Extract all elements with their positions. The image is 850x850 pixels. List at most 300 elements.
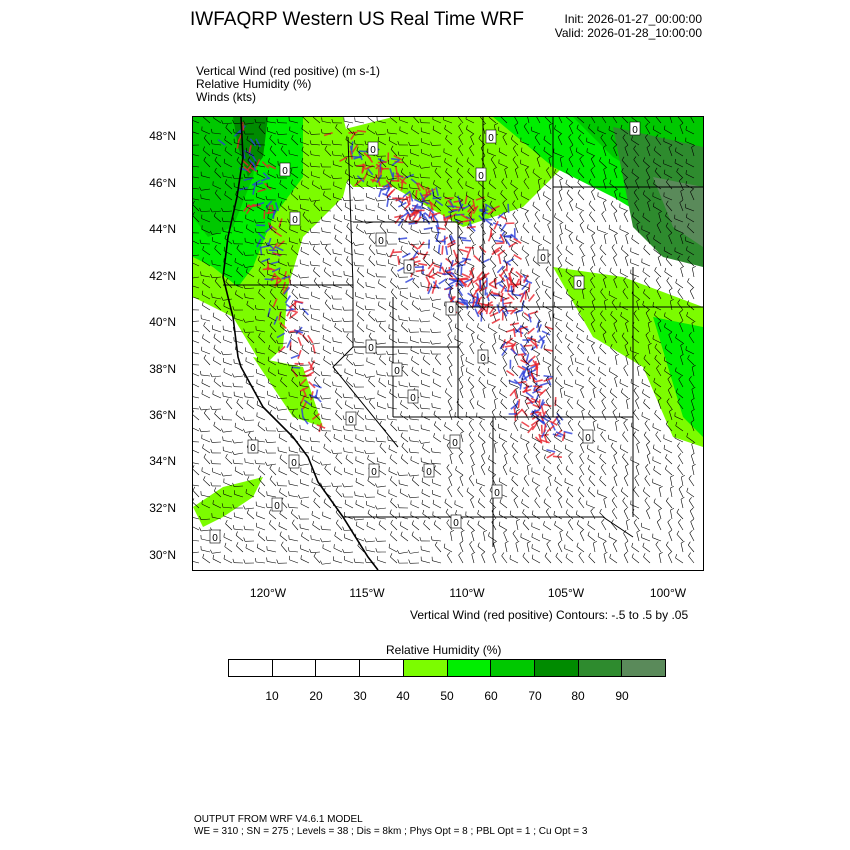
wind-barb bbox=[466, 512, 474, 519]
vertical-wind-mark bbox=[541, 405, 543, 414]
wind-barb bbox=[433, 379, 441, 387]
wind-barb bbox=[620, 225, 628, 233]
wind-barb bbox=[401, 322, 408, 332]
wind-barb bbox=[322, 403, 331, 409]
wind-barb bbox=[432, 403, 441, 409]
wind-barb bbox=[355, 491, 364, 497]
wind-barb bbox=[513, 453, 518, 464]
wind-barb bbox=[504, 530, 507, 541]
wind-barb bbox=[202, 334, 210, 343]
colorbar-cell bbox=[491, 660, 535, 676]
wind-barb bbox=[624, 552, 628, 563]
wind-barb bbox=[321, 217, 331, 222]
wind-barb bbox=[367, 193, 375, 200]
wind-barb bbox=[367, 357, 375, 365]
wind-barb bbox=[546, 398, 551, 409]
wind-barb bbox=[567, 399, 573, 409]
wind-barb bbox=[213, 313, 221, 321]
wind-barb bbox=[310, 437, 320, 442]
wind-barb bbox=[258, 422, 265, 431]
wind-barb bbox=[461, 530, 464, 541]
contour-label bbox=[486, 130, 496, 144]
wind-barb bbox=[210, 373, 221, 377]
wind-barb bbox=[654, 499, 661, 508]
wind-barb bbox=[433, 312, 441, 321]
wind-barb bbox=[524, 453, 529, 464]
wind-barb bbox=[587, 356, 595, 365]
wind-barb bbox=[269, 520, 276, 530]
wind-barb bbox=[193, 465, 199, 475]
wind-barb bbox=[479, 487, 485, 497]
wind-barb bbox=[621, 487, 628, 497]
wind-barb bbox=[378, 390, 386, 398]
contour-label bbox=[583, 430, 593, 444]
wind-barb bbox=[613, 541, 617, 552]
wind-barb bbox=[325, 432, 331, 442]
wind-barb bbox=[400, 489, 408, 497]
wind-barb bbox=[587, 445, 595, 453]
wind-barb bbox=[488, 532, 496, 541]
wind-barb bbox=[334, 225, 342, 233]
wind-barb bbox=[357, 410, 364, 420]
wind-barb bbox=[591, 189, 595, 200]
wind-barb bbox=[434, 466, 441, 475]
wind-barb bbox=[265, 462, 276, 466]
wind-barb bbox=[449, 475, 452, 486]
wind-barb bbox=[411, 456, 419, 464]
wind-barb bbox=[469, 420, 474, 431]
wind-barb bbox=[659, 486, 662, 497]
wind-barb bbox=[677, 443, 683, 453]
wind-barb bbox=[343, 394, 353, 398]
wind-barb bbox=[591, 343, 595, 354]
wind-barb bbox=[593, 541, 597, 552]
wind-barb bbox=[636, 464, 639, 475]
wind-barb bbox=[258, 487, 265, 497]
wind-barb bbox=[631, 248, 639, 255]
wind-barb bbox=[568, 365, 573, 376]
wind-barb bbox=[300, 435, 309, 442]
wind-barb bbox=[522, 499, 529, 508]
wind-barb bbox=[632, 543, 639, 552]
wind-barb bbox=[389, 467, 397, 475]
wind-barb bbox=[477, 400, 485, 409]
wind-barb bbox=[488, 380, 496, 387]
wind-barb bbox=[632, 554, 639, 563]
wind-barb bbox=[548, 365, 551, 376]
wind-barb bbox=[601, 464, 606, 475]
wind-barb bbox=[420, 328, 430, 332]
wind-barb bbox=[244, 538, 254, 542]
wind-barb bbox=[346, 290, 353, 299]
lat-label: 34°N bbox=[149, 454, 176, 468]
wind-barb bbox=[430, 341, 441, 345]
wind-barb bbox=[364, 396, 375, 400]
wind-barb bbox=[412, 301, 419, 310]
vertical-wind-mark bbox=[481, 313, 482, 322]
wind-barb bbox=[345, 368, 353, 376]
wind-barb bbox=[398, 339, 408, 343]
wind-barb bbox=[499, 424, 507, 431]
contour-label bbox=[272, 498, 282, 512]
wind-barb bbox=[345, 556, 353, 563]
wind-barb bbox=[666, 542, 672, 552]
wind-barb bbox=[450, 244, 454, 255]
wind-barb bbox=[666, 498, 672, 508]
wind-barb bbox=[378, 490, 386, 497]
wind-barb bbox=[533, 202, 540, 211]
wind-barb bbox=[201, 491, 210, 497]
wind-barb bbox=[566, 510, 573, 519]
wind-barb bbox=[504, 211, 507, 222]
wind-barb bbox=[645, 464, 650, 475]
wind-barb bbox=[369, 256, 375, 266]
wind-barb bbox=[410, 293, 419, 299]
wind-barb bbox=[626, 233, 629, 244]
contour-note: Vertical Wind (red positive) Contours: -.5 to .5 by .05 bbox=[410, 608, 689, 622]
wind-barb bbox=[279, 522, 287, 530]
wind-barb bbox=[433, 368, 441, 376]
wind-barb bbox=[201, 315, 210, 321]
wind-barb bbox=[301, 545, 309, 552]
wind-barb bbox=[566, 411, 573, 420]
wind-barb bbox=[511, 246, 518, 255]
wind-barb bbox=[255, 558, 265, 563]
wind-barb bbox=[193, 327, 199, 332]
wind-barb bbox=[560, 530, 563, 541]
wind-barb bbox=[431, 536, 441, 541]
wind-barb bbox=[549, 310, 552, 321]
wind-barb bbox=[301, 247, 309, 255]
wind-barb bbox=[526, 442, 529, 453]
wind-barb bbox=[612, 244, 617, 255]
wind-barb bbox=[376, 295, 386, 299]
wind-barb bbox=[398, 559, 408, 563]
wind-barb bbox=[513, 211, 518, 222]
wind-barb bbox=[447, 552, 452, 563]
colorbar-label: 80 bbox=[571, 689, 585, 703]
wind-barb bbox=[622, 432, 628, 442]
wind-barb bbox=[355, 249, 364, 255]
wind-barb bbox=[588, 487, 595, 497]
wind-barb bbox=[336, 454, 342, 464]
wind-barb bbox=[625, 541, 628, 552]
wind-barb bbox=[203, 476, 210, 486]
wind-barb bbox=[232, 439, 243, 443]
wind-barb bbox=[634, 410, 639, 420]
wind-barb bbox=[333, 382, 342, 387]
wind-barb bbox=[688, 553, 694, 563]
wind-barb bbox=[470, 233, 474, 244]
wind-barb bbox=[279, 488, 287, 497]
wind-barb bbox=[375, 341, 386, 345]
contour-label bbox=[248, 440, 258, 454]
wind-barb bbox=[610, 554, 617, 563]
vertical-wind-mark bbox=[265, 279, 274, 280]
wind-barb bbox=[389, 215, 397, 222]
wind-barb bbox=[223, 358, 232, 365]
wind-barb bbox=[568, 519, 573, 530]
wind-barb bbox=[300, 479, 309, 486]
wind-barb bbox=[193, 550, 199, 554]
wind-barb bbox=[612, 497, 617, 508]
wind-barb bbox=[380, 443, 386, 453]
contour-label bbox=[280, 163, 290, 177]
wind-barb bbox=[646, 508, 650, 519]
wind-barb bbox=[588, 465, 595, 475]
wind-barb bbox=[598, 533, 606, 541]
vertical-wind-mark bbox=[518, 399, 519, 408]
run-times bbox=[555, 12, 702, 40]
wind-barb bbox=[409, 415, 419, 420]
contour-label bbox=[446, 302, 456, 316]
wind-barb bbox=[301, 468, 309, 475]
wind-barb bbox=[458, 343, 463, 354]
wind-barb bbox=[401, 301, 408, 310]
wind-barb bbox=[268, 400, 276, 409]
wind-barb bbox=[333, 249, 342, 255]
wind-barb bbox=[402, 443, 408, 453]
wind-barb bbox=[244, 526, 254, 530]
wind-barb bbox=[477, 334, 485, 343]
wind-barb bbox=[576, 203, 584, 211]
wind-barb bbox=[543, 191, 551, 200]
wind-barb bbox=[193, 487, 199, 497]
wind-barb bbox=[397, 550, 408, 554]
wind-barb bbox=[235, 423, 243, 431]
wind-barb bbox=[557, 332, 562, 343]
vertical-wind-mark bbox=[494, 221, 498, 229]
wind-barb bbox=[214, 334, 221, 343]
wind-barb bbox=[504, 453, 507, 464]
wind-barb bbox=[309, 549, 320, 553]
wind-barb bbox=[313, 487, 320, 497]
wind-barb bbox=[472, 244, 476, 255]
wind-barb bbox=[378, 466, 386, 475]
wind-barb bbox=[234, 392, 243, 398]
wind-barb bbox=[258, 465, 265, 475]
vertical-wind-mark bbox=[520, 328, 521, 337]
wind-barb bbox=[582, 255, 585, 266]
wind-barb bbox=[356, 456, 364, 464]
wind-barb bbox=[226, 454, 232, 464]
wind-barb bbox=[470, 497, 474, 508]
vertical-wind-mark bbox=[511, 286, 512, 295]
wind-barb bbox=[288, 547, 298, 552]
wind-barb bbox=[401, 532, 408, 541]
wind-barb bbox=[501, 399, 507, 409]
wind-barb bbox=[193, 458, 199, 464]
wind-barb bbox=[401, 454, 408, 464]
wind-barb bbox=[421, 458, 430, 464]
wind-barb bbox=[323, 512, 331, 519]
wind-barb bbox=[569, 233, 573, 244]
wind-barb bbox=[635, 475, 639, 486]
vertical-wind-mark bbox=[459, 249, 468, 252]
wind-barb bbox=[613, 409, 617, 420]
wind-barb bbox=[379, 322, 386, 332]
wind-barb bbox=[609, 225, 617, 233]
wind-barb bbox=[224, 555, 232, 563]
wind-barb bbox=[478, 498, 485, 508]
wind-barb bbox=[323, 378, 331, 387]
wind-barb bbox=[299, 515, 309, 519]
wind-barb bbox=[357, 267, 364, 277]
wind-barb bbox=[580, 530, 584, 541]
wind-barb bbox=[234, 513, 243, 519]
wind-barb bbox=[325, 465, 331, 475]
wind-barb bbox=[469, 431, 474, 442]
wind-barb bbox=[503, 464, 507, 475]
wind-barb bbox=[626, 398, 630, 409]
wind-barb bbox=[587, 224, 595, 233]
wind-barb bbox=[678, 453, 683, 464]
wind-barb bbox=[677, 531, 683, 541]
wind-barb bbox=[200, 371, 210, 376]
wind-barb bbox=[688, 542, 694, 552]
wind-barb bbox=[390, 510, 397, 519]
wind-barb bbox=[432, 391, 441, 398]
colorbar-cell bbox=[273, 660, 317, 676]
wind-barb bbox=[478, 521, 485, 530]
wind-barb bbox=[637, 442, 640, 453]
wind-barb bbox=[364, 374, 375, 378]
wind-barb bbox=[555, 477, 562, 486]
wind-barb bbox=[335, 323, 342, 332]
wind-barb bbox=[289, 491, 298, 497]
wind-barb bbox=[644, 432, 650, 442]
wind-barb bbox=[193, 557, 199, 563]
vertical-wind-mark bbox=[547, 453, 555, 458]
wind-barb bbox=[593, 387, 596, 398]
wind-barb bbox=[291, 334, 298, 343]
wind-barb bbox=[364, 230, 375, 234]
wind-barb bbox=[470, 398, 474, 409]
wind-barb bbox=[244, 471, 254, 475]
wind-barb bbox=[481, 464, 485, 475]
wind-barb bbox=[554, 445, 562, 453]
wind-barb bbox=[499, 511, 507, 519]
wind-barb bbox=[366, 546, 375, 552]
wind-barb bbox=[647, 453, 650, 464]
wind-barb bbox=[460, 387, 463, 398]
wind-barb bbox=[390, 553, 397, 563]
wind-barb bbox=[387, 240, 397, 244]
wind-barb bbox=[513, 530, 518, 541]
wind-barb bbox=[398, 472, 408, 476]
wind-barb bbox=[355, 447, 364, 453]
wind-barb bbox=[321, 241, 331, 245]
wind-barb bbox=[560, 222, 563, 233]
wind-barb bbox=[665, 454, 672, 464]
wind-barb bbox=[376, 548, 386, 552]
wind-barb bbox=[193, 481, 199, 486]
vertical-wind-mark bbox=[486, 220, 493, 226]
wind-barb bbox=[477, 413, 485, 420]
lat-label: 42°N bbox=[149, 269, 176, 283]
wind-barb bbox=[555, 344, 562, 354]
wind-barb bbox=[193, 445, 199, 453]
wind-barb bbox=[225, 543, 232, 552]
wind-barb bbox=[290, 423, 298, 431]
wind-barb bbox=[548, 222, 551, 233]
wind-barb bbox=[631, 259, 639, 266]
wind-barb bbox=[401, 246, 408, 255]
wind-barb bbox=[400, 291, 408, 299]
wind-barb bbox=[466, 368, 474, 376]
wind-barb bbox=[312, 456, 320, 464]
wind-barb bbox=[214, 345, 221, 354]
wind-barb bbox=[544, 466, 551, 475]
wind-barb bbox=[313, 246, 320, 255]
contour-label bbox=[424, 464, 434, 478]
wind-barb bbox=[332, 318, 342, 322]
wind-barb bbox=[521, 434, 529, 442]
wind-barb bbox=[233, 383, 243, 387]
wind-barb bbox=[399, 480, 408, 486]
wind-barb bbox=[420, 537, 430, 541]
wind-barb bbox=[420, 295, 430, 299]
wind-barb bbox=[343, 493, 353, 497]
contour-label bbox=[289, 455, 299, 469]
wind-barb bbox=[557, 464, 562, 475]
wind-barb bbox=[419, 308, 430, 312]
wind-barb bbox=[422, 478, 430, 486]
wind-barb bbox=[467, 520, 474, 530]
wind-barb bbox=[433, 500, 441, 508]
wind-barb bbox=[202, 347, 210, 354]
wind-barb bbox=[267, 491, 276, 497]
wind-barb bbox=[624, 211, 628, 222]
wind-barb bbox=[492, 387, 496, 398]
wind-barb bbox=[336, 410, 342, 420]
wind-barb bbox=[600, 509, 606, 519]
wind-barb bbox=[378, 203, 386, 211]
lat-label: 48°N bbox=[149, 129, 176, 143]
wind-barb bbox=[571, 354, 574, 365]
wind-barb bbox=[566, 212, 573, 222]
wind-barb bbox=[247, 509, 254, 519]
wind-barb bbox=[658, 255, 661, 266]
wind-barb bbox=[445, 499, 452, 508]
wind-barb bbox=[310, 261, 320, 266]
wind-barb bbox=[601, 519, 606, 530]
wind-barb bbox=[202, 444, 210, 453]
wind-barb bbox=[577, 323, 584, 332]
wind-barb bbox=[569, 200, 573, 211]
wind-barb bbox=[444, 544, 452, 552]
vertical-wind-mark bbox=[507, 310, 516, 311]
contour-label bbox=[290, 212, 300, 226]
wind-barb bbox=[199, 527, 210, 531]
wind-barb bbox=[622, 454, 628, 464]
wind-barb bbox=[325, 245, 331, 255]
wind-barb bbox=[489, 466, 496, 475]
wind-barb bbox=[656, 277, 661, 288]
wind-barb bbox=[193, 392, 199, 398]
contour-label bbox=[404, 260, 414, 274]
wind-barb bbox=[223, 326, 232, 332]
wind-barb bbox=[643, 487, 650, 497]
wind-barb bbox=[692, 464, 695, 475]
wind-barb bbox=[276, 407, 287, 411]
vertical-wind-mark bbox=[378, 162, 387, 163]
wind-barb bbox=[422, 369, 430, 376]
wind-barb bbox=[499, 434, 507, 442]
wind-barb bbox=[193, 522, 199, 530]
wind-barb bbox=[516, 519, 520, 530]
wind-barb bbox=[345, 400, 353, 409]
